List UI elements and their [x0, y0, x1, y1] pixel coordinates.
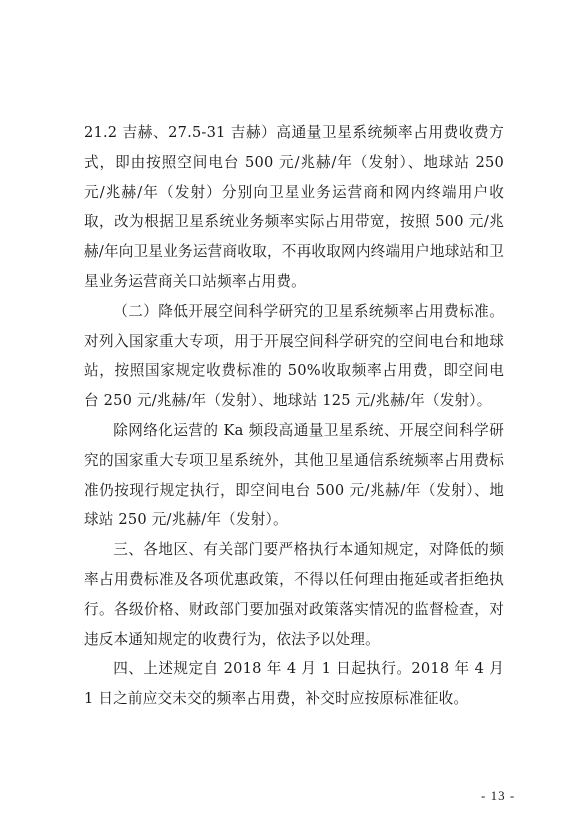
- paragraph-fee-method: 21.2 吉赫、27.5-31 吉赫）高通量卫星系统频率占用费收费方式，即由按照空间电台 500 元/兆赫/年（发射）、地球站 250 元/兆赫/年（发射）分别向卫星业务运营商和网内终端用户收取，改为根据卫星系统业务频率实际占用带宽，按照 500 元/兆赫/年向卫星业务运营商收取，不再收取网内终端用户地球站和卫星业务运营商关口站频率占用费。: [84, 124, 504, 290]
- paragraph-effective-date: 四、上述规定自 2018 年 4 月 1 日起执行。2018 年 4 月 1 日之前应交未交的频率占用费，补交时应按原标准征收。: [84, 660, 504, 708]
- paragraph-other-satellite-systems: 除网络化运营的 Ka 频段高通量卫星系统、开展空间科学研究的国家重大专项卫星系统外，其他卫星通信系统频率占用费标准仍按现行规定执行，即空间电台 500 元/兆赫/年（发射）、地球站 250 元/兆赫/年（发射）。: [84, 421, 504, 529]
- paragraph-enforcement: 三、各地区、有关部门要严格执行本通知规定，对降低的频率占用费标准及各项优惠政策，不得以任何理由拖延或者拒绝执行。各级价格、财政部门要加强对政策落实情况的监督检查，对违反本通知规定的收费行为，依法予以处理。: [84, 541, 504, 648]
- page-number: - 13 -: [481, 788, 516, 803]
- document-body: [84, 118, 504, 714]
- paragraph-space-science-reduction: （二）降低开展空间科学研究的卫星系统频率占用费标准。对列入国家重大专项，用于开展空间科学研究的空间电台和地球站，按照国家规定收费标准的 50%收取频率占用费，即空间电台 250 元/兆赫/年（发射）、地球站 125 元/兆赫/年（发射）。: [84, 302, 504, 410]
